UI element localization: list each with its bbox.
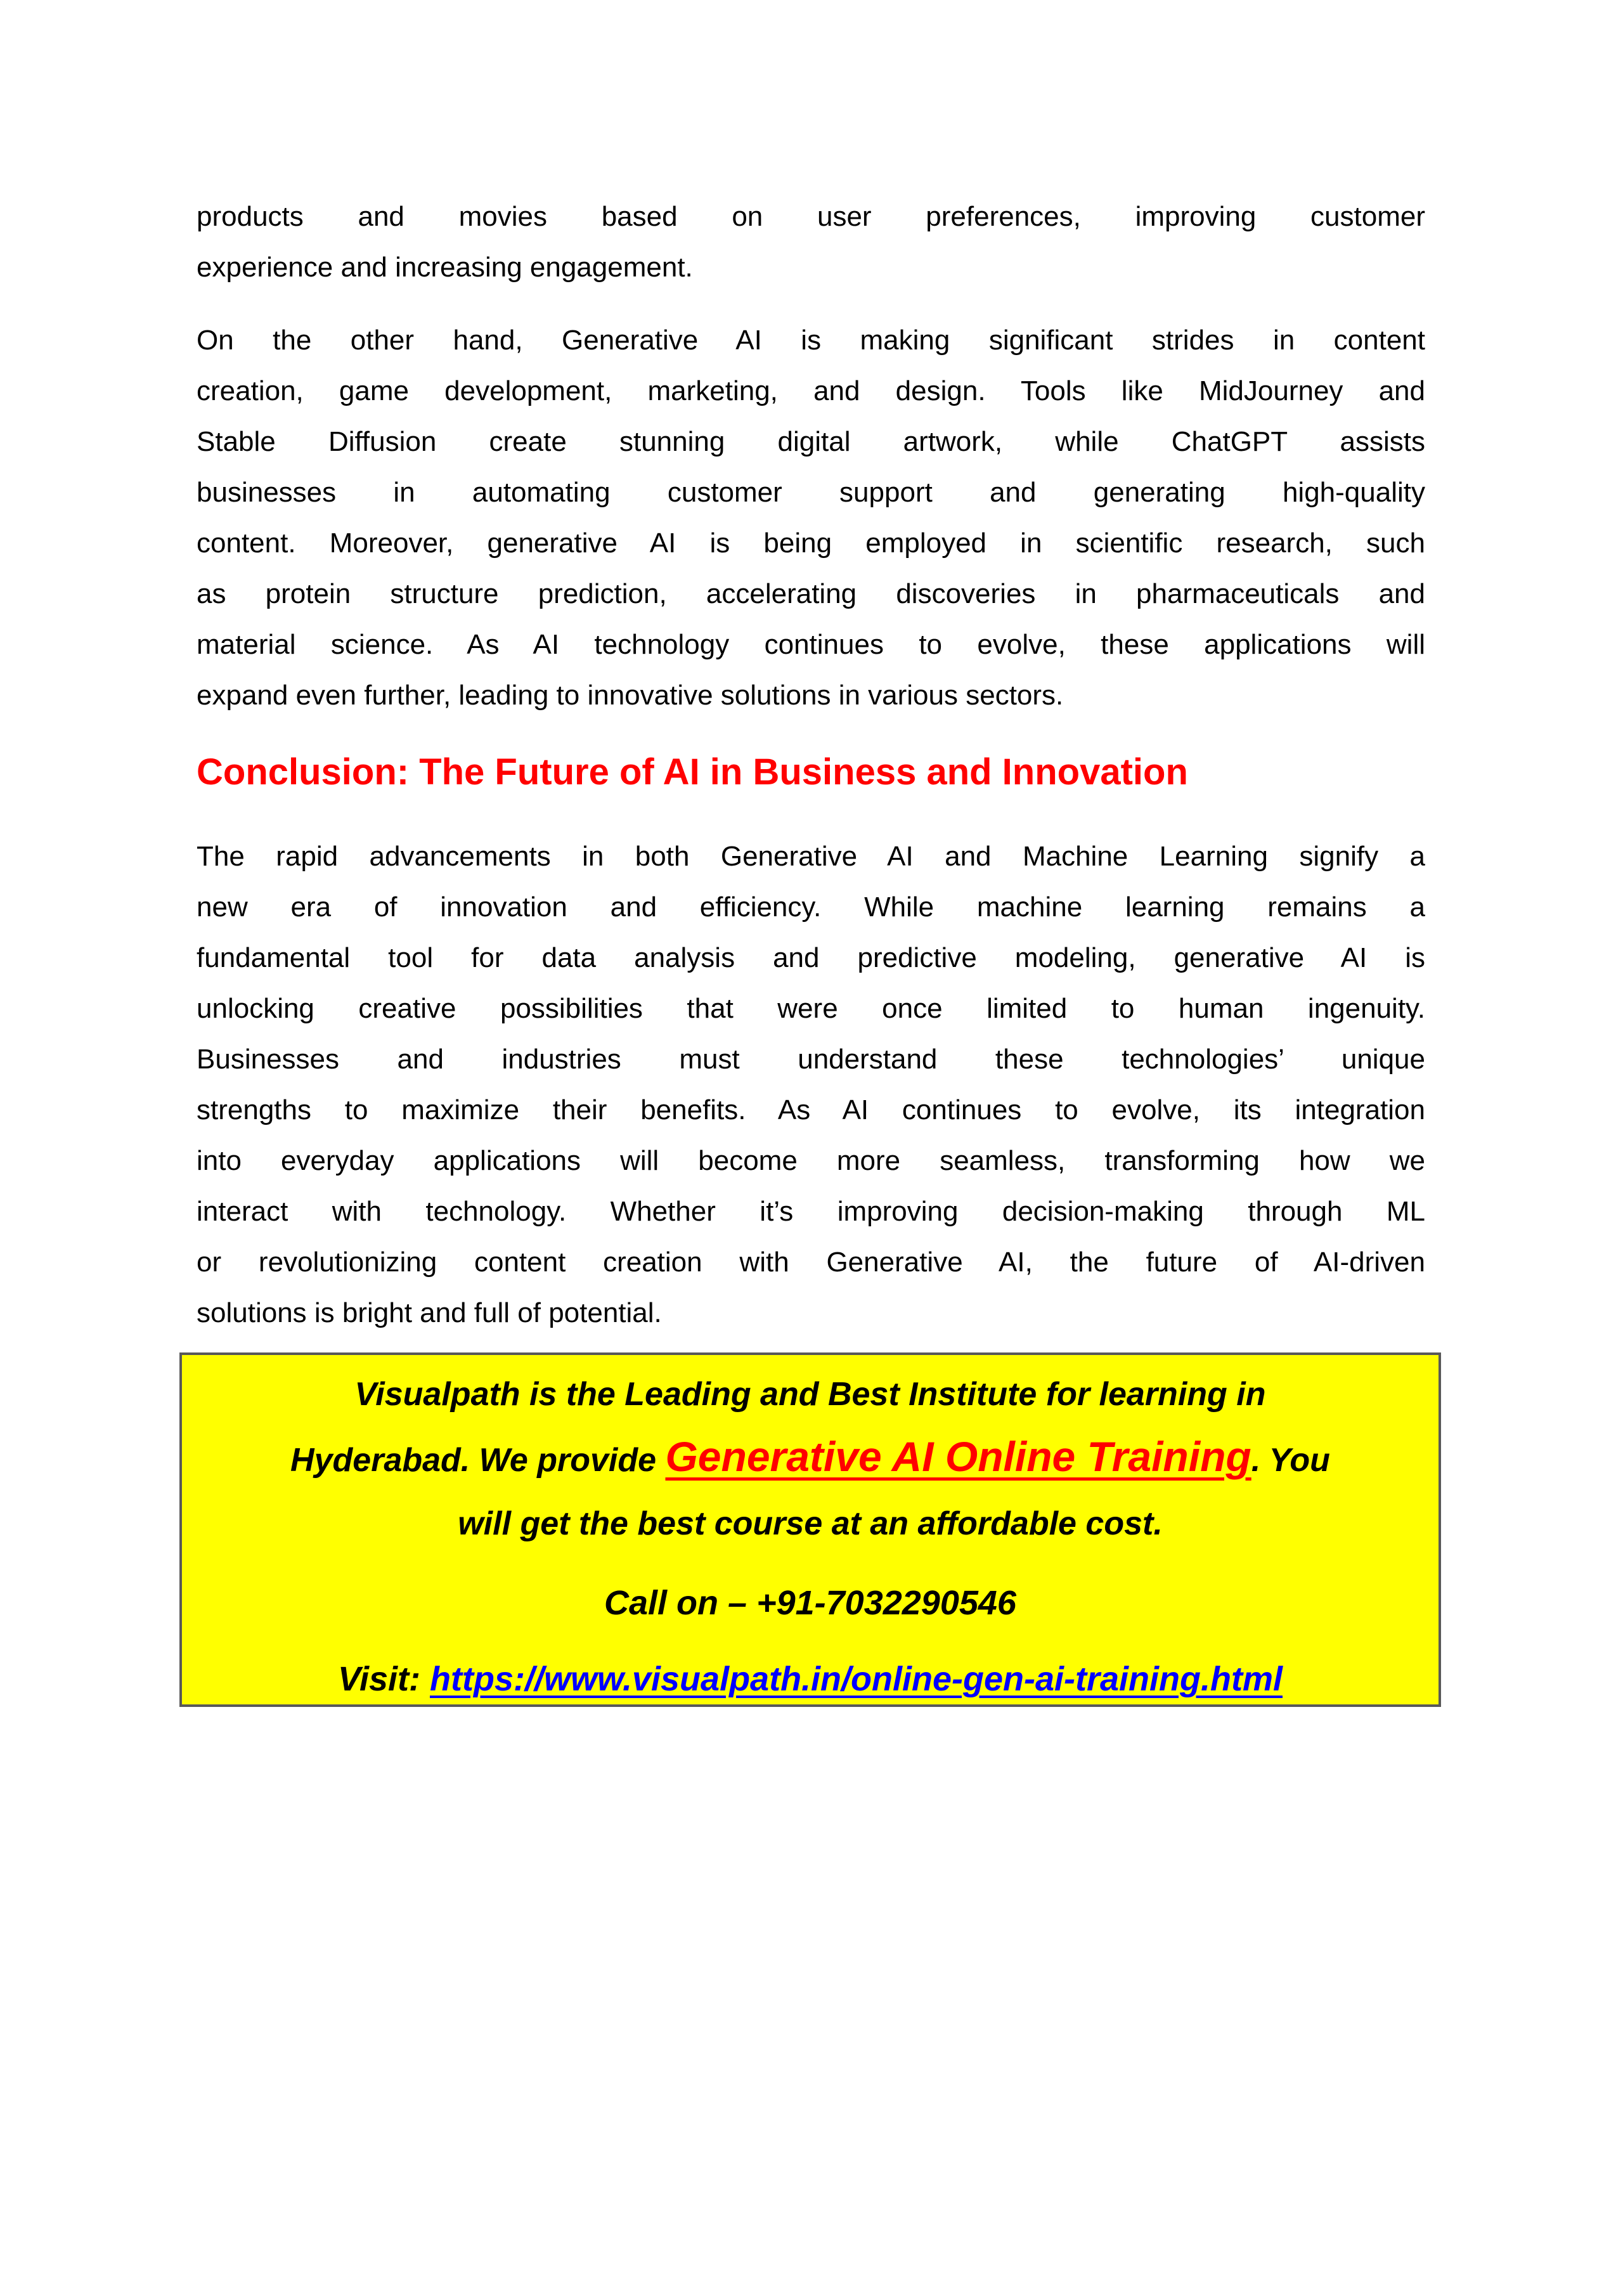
paragraph-line: products and movies based on user preferences, improving customer xyxy=(197,201,1425,232)
promo-line-text: Hyderabad. We provide xyxy=(290,1442,666,1479)
paragraph-line: material science. As AI technology continues to evolve, these applications will xyxy=(197,629,1425,660)
paragraph-line: strengths to maximize their benefits. As AI continues to evolve, its integration xyxy=(197,1094,1425,1125)
promo-line-text: . You xyxy=(1251,1442,1330,1479)
paragraph xyxy=(197,831,1425,1339)
promo-visit-line xyxy=(182,1649,1439,1709)
paragraph-line: content. Moreover, generative AI is being employed in scientific research, such xyxy=(197,528,1425,559)
promo-box xyxy=(179,1352,1441,1707)
paragraph-line: into everyday applications will become more seamless, transforming how we xyxy=(197,1145,1425,1176)
paragraph-line: The rapid advancements in both Generative AI and Machine Learning signify a xyxy=(197,841,1425,872)
paragraph-line: Businesses and industries must understand these technologies’ unique xyxy=(197,1044,1425,1075)
paragraph-line: Stable Diffusion create stunning digital artwork, while ChatGPT assists xyxy=(197,426,1425,457)
promo-phone-line: Call on – +91-7032290546 xyxy=(604,1584,1016,1622)
visit-url-link[interactable]: https://www.visualpath.in/online-gen-ai-training.html xyxy=(430,1660,1283,1698)
paragraph-line: solutions is bright and full of potential. xyxy=(197,1297,662,1328)
paragraph-line: fundamental tool for data analysis and predictive modeling, generative AI is xyxy=(197,942,1425,973)
document-body xyxy=(197,191,1425,1339)
paragraph-line: creation, game development, marketing, and design. Tools like MidJourney and xyxy=(197,375,1425,406)
paragraph-line: businesses in automating customer support and generating high-quality xyxy=(197,477,1425,508)
visit-label: Visit: xyxy=(337,1660,430,1698)
paragraph xyxy=(197,315,1425,721)
gen-ai-training-link[interactable]: Generative AI Online Training xyxy=(665,1433,1251,1480)
paragraph-line: as protein structure prediction, accelerating discoveries in pharmaceuticals and xyxy=(197,578,1425,609)
paragraph-line: new era of innovation and efficiency. While machine learning remains a xyxy=(197,892,1425,923)
paragraph xyxy=(197,191,1425,293)
paragraph-line: unlocking creative possibilities that were once limited to human ingenuity. xyxy=(197,993,1425,1024)
paragraph-line: interact with technology. Whether it’s improving decision-making through ML xyxy=(197,1196,1425,1227)
conclusion-heading: Conclusion: The Future of AI in Business and Innovation xyxy=(197,751,1188,793)
paragraph-line: expand even further, leading to innovative solutions in various sectors. xyxy=(197,680,1064,711)
promo-line: Visualpath is the Leading and Best Institute for learning in xyxy=(354,1376,1266,1413)
promo-line xyxy=(182,1424,1439,1494)
paragraph-line: On the other hand, Generative AI is making significant strides in content xyxy=(197,325,1425,356)
paragraph-line: or revolutionizing content creation with Generative AI, the future of AI-driven xyxy=(197,1247,1425,1278)
paragraph-line: experience and increasing engagement. xyxy=(197,252,693,283)
promo-line: will get the best course at an affordable cost. xyxy=(458,1505,1163,1542)
